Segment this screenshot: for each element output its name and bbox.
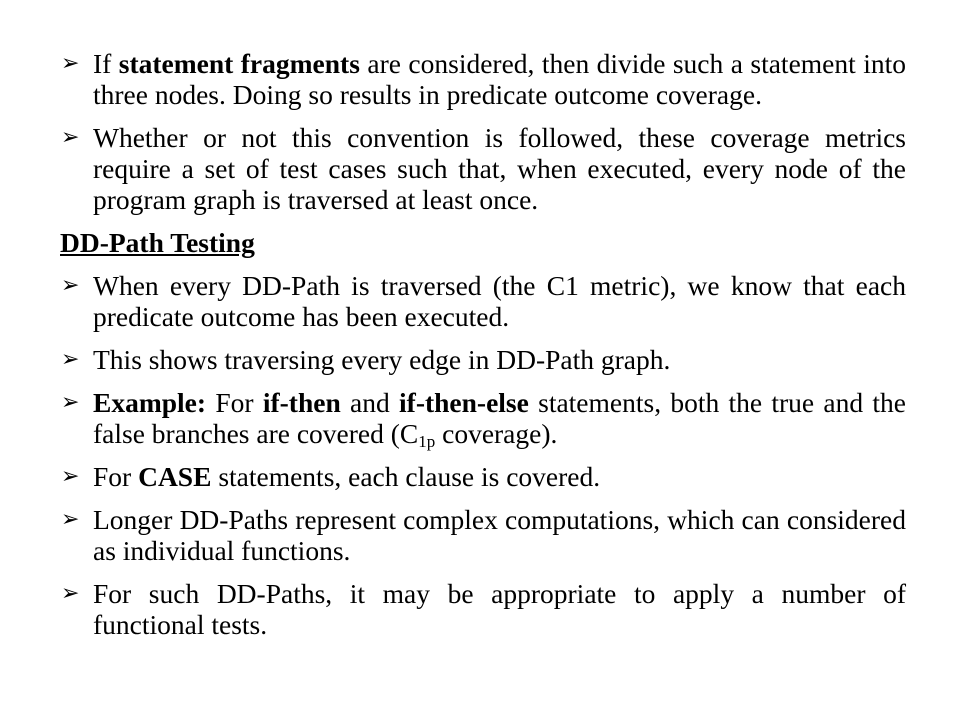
bullet-traversing-edges (60, 344, 906, 375)
bold-term: statement fragments (118, 48, 360, 79)
arrow-bullet-icon: ➢ (61, 507, 80, 532)
text-fragment: coverage). (435, 418, 558, 449)
bullet-c1-metric (60, 270, 906, 332)
bold-term: if-then (262, 387, 341, 418)
arrow-bullet-icon: ➢ (61, 581, 80, 606)
text-fragment: and (340, 387, 400, 418)
bullet-text: Longer DD-Paths represent complex computations, which can considered as individual functions. (93, 504, 906, 566)
bullet-text: This shows traversing every edge in DD-Path graph. (93, 344, 671, 375)
text-fragment: statements, both the true and the false branches are covered (C (93, 387, 906, 449)
subscript: 1p (418, 432, 436, 451)
bullet-functional-tests (60, 578, 906, 640)
bullet-statement-fragments (60, 48, 906, 110)
arrow-bullet-icon: ➢ (61, 273, 80, 298)
text-fragment: If (93, 48, 119, 79)
example-label: Example: (93, 387, 207, 418)
bold-term: CASE (138, 461, 212, 492)
arrow-bullet-icon: ➢ (61, 390, 80, 415)
text-fragment: statements, each clause is covered. (211, 461, 601, 492)
arrow-bullet-icon: ➢ (61, 347, 80, 372)
arrow-bullet-icon: ➢ (61, 464, 80, 489)
bullet-text: For such DD-Paths, it may be appropriate to apply a number of functional tests. (93, 578, 906, 640)
bullet-text: Whether or not this convention is followed, these coverage metrics require a set of test cases such that, when executed, every node of the program graph is traversed at least once. (93, 122, 906, 215)
text-fragment: For (93, 461, 139, 492)
bullet-convention (60, 122, 906, 215)
bullet-example (60, 387, 906, 449)
text-fragment: For (206, 387, 263, 418)
bullet-longer-dd-paths (60, 504, 906, 566)
bullet-case-statements (60, 461, 906, 492)
arrow-bullet-icon: ➢ (61, 51, 80, 76)
bold-term: if-then-else (399, 387, 529, 418)
text-fragment: are considered, then divide such a statement into three nodes. Doing so results in predicate outcome coverage. (93, 48, 907, 110)
slide-content (60, 48, 906, 652)
section-heading: DD-Path Testing (60, 227, 255, 258)
arrow-bullet-icon: ➢ (61, 125, 80, 150)
bullet-text: When every DD-Path is traversed (the C1 metric), we know that each predicate outcome has been executed. (93, 270, 906, 332)
